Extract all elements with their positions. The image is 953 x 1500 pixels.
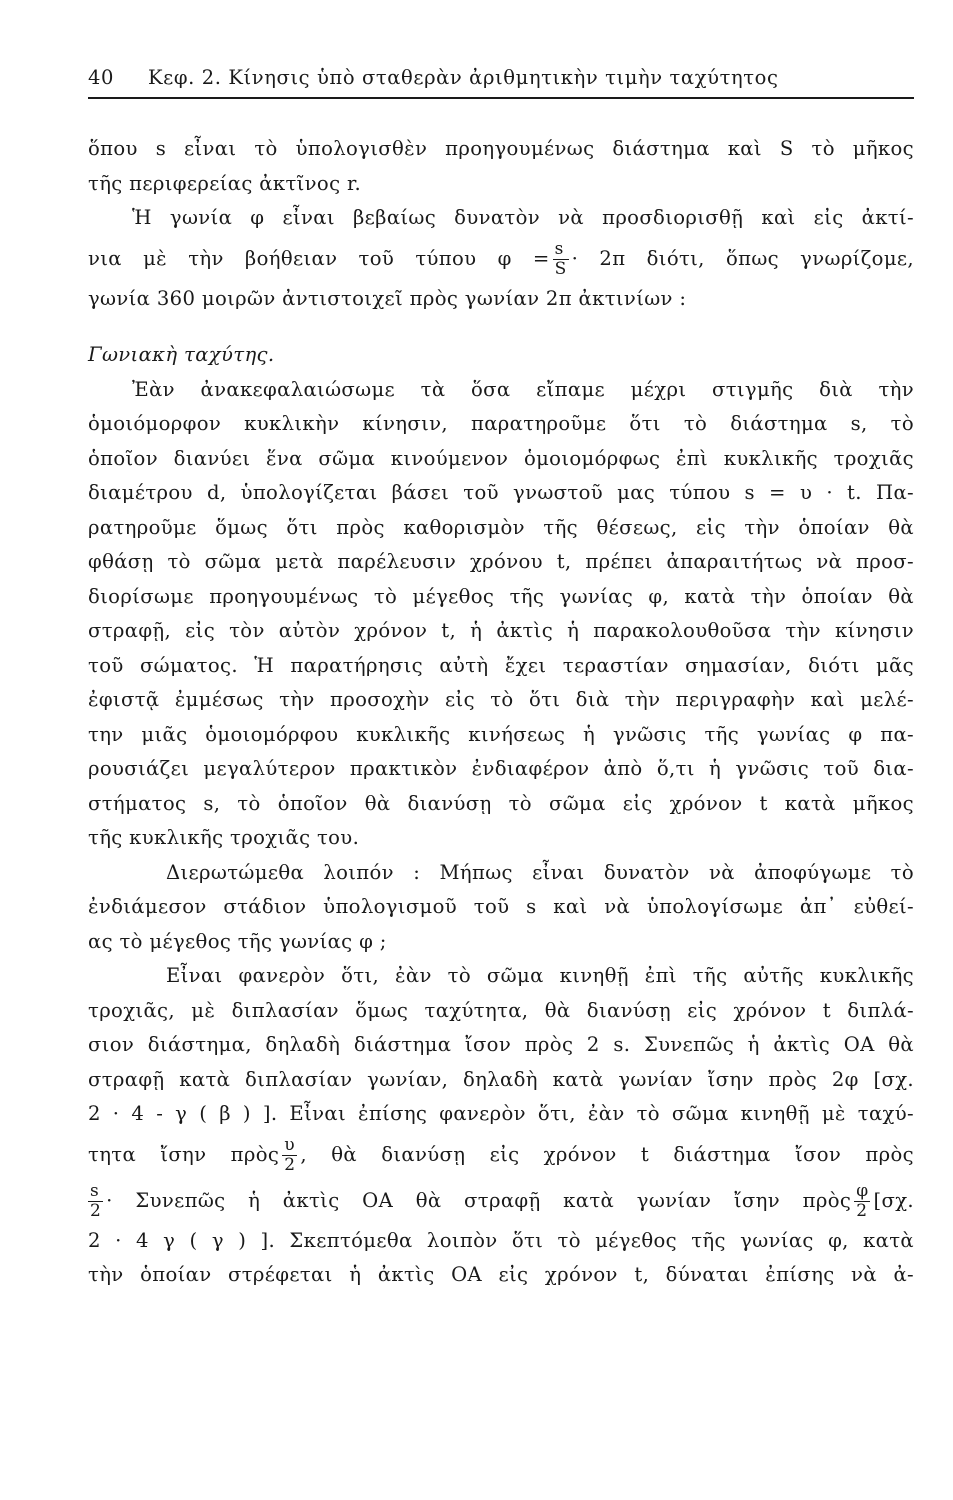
text-line: 2 · 4 γ ( γ ) ]. Σκεπτόμεθα λοιπὸν ὅτι τὸ μέγεθος τῆς γωνίας φ, κατὰ [88, 1228, 914, 1252]
fraction-denominator: 2 [90, 1200, 102, 1221]
text-line: ὁποῖον διανύει ἕνα σῶμα κινούμενον ὁμοιομόρφως ἐπὶ κυκλικῆς τροχιᾶς [88, 446, 914, 470]
text-line: τροχιᾶς, μὲ διπλασίαν ὅμως ταχύτητα, θὰ διανύσῃ εἰς χρόνον t διπλά- [88, 998, 914, 1022]
text-segment: · Συνεπῶς ἡ ἀκτὶς ΟΑ θὰ στραφῇ κατὰ γωνίαν ἴσην πρὸς [106, 1188, 852, 1212]
text-line: σιον διάστημα, δηλαδὴ διάστημα ἴσον πρὸς 2 s. Συνεπῶς ἡ ἀκτὶς ΟΑ θὰ [88, 1033, 915, 1056]
text-line: στήματος s, τὸ ὁποῖον θὰ διανύσῃ τὸ σῶμα εἰς χρόνον t κατὰ μῆκος [88, 791, 914, 815]
text-line: γωνία 360 μοιρῶν ἀντιστοιχεῖ πρὸς γωνίαν 2π ἀκτινίων : [88, 286, 687, 310]
text-line: στραφῇ, εἰς τὸν αὐτὸν χρόνον t, ἡ ἀκτὶς ἡ παρακολουθοῦσα τὴν κίνησιν [88, 619, 914, 642]
fraction-numerator: s [553, 240, 569, 260]
text-line: διορίσωμε προηγουμένως τὸ μέγεθος τῆς γωνίας φ, κατὰ τὴν ὁποίαν θὰ [88, 584, 914, 608]
text-line: τὴν ὁποίαν στρέφεται ἡ ἀκτὶς ΟΑ εἰς χρόνον t, δύναται ἐπίσης νὰ ἀ- [88, 1263, 914, 1286]
fraction-numerator: φ [856, 1180, 869, 1201]
page-number: 40 [88, 66, 115, 89]
text-line: τοῦ σώματος. Ἡ παρατήρησις αὐτὴ ἔχει τεραστίαν σημασίαν, διότι μᾶς [88, 653, 914, 677]
text-line: ἐφιστᾷ ἐμμέσως τὴν προσοχὴν εἰς τὸ ὅτι διὰ τὴν περιγραφὴν καὶ μελέ- [88, 688, 914, 711]
fraction [282, 1136, 297, 1175]
page-body [88, 132, 914, 1293]
text-line: Ἐὰν ἀνακεφαλαιώσωμε τὰ ὅσα εἴπαμε μέχρι στιγμῆς διὰ τὴν [132, 377, 914, 401]
formula-line [88, 1178, 914, 1224]
text-segment: · 2π διότι, ὅπως γνωρίζομε, [571, 246, 914, 270]
text-segment: , θὰ διανύσῃ εἰς χρόνον t διάστημα ἴσον πρὸς [300, 1142, 914, 1166]
text-segment: τητα ἴσην πρὸς [88, 1142, 280, 1166]
fraction-denominator: S [554, 258, 567, 279]
text-segment: νια μὲ τὴν βοήθειαν τοῦ τύπου φ = [88, 246, 550, 270]
text-line: ας τὸ μέγεθος τῆς γωνίας φ ; [88, 929, 387, 953]
fraction-numerator: s [88, 1182, 103, 1202]
fraction [88, 1182, 103, 1221]
text-line: Διερωτώμεθα λοιπόν : Μήπως εἶναι δυνατὸν νὰ ἀποφύγωμε τὸ [166, 860, 914, 884]
text-line: διαμέτρου d, ὑπολογίζεται βάσει τοῦ γνωστοῦ μας τύπου s = υ · t. Πα- [88, 481, 914, 504]
text-line: ρουσιάζει μεγαλύτερον πρακτικὸν ἐνδιαφέρον ἀπὸ ὅ,τι ἡ γνῶσις τοῦ δια- [88, 757, 914, 780]
text-segment: [σχ. [873, 1188, 914, 1212]
text-line: Ἡ γωνία φ εἶναι βεβαίως δυνατὸν νὰ προσδιορισθῇ καὶ εἰς ἀκτί- [132, 206, 914, 229]
section-heading: Γωνιακὴ ταχύτης. [88, 343, 275, 366]
spacer [88, 316, 914, 338]
text-line: στραφῇ κατὰ διπλασίαν γωνίαν, δηλαδὴ κατὰ γωνίαν ἴσην πρὸς 2φ [σχ. [88, 1067, 914, 1091]
fraction [553, 240, 569, 279]
fraction-numerator: υ [282, 1136, 297, 1156]
text-line: 2 · 4 - γ ( β ) ]. Εἶναι ἐπίσης φανερὸν ὅτι, ἐὰν τὸ σῶμα κινηθῇ μὲ ταχύ- [88, 1102, 914, 1125]
running-header [88, 66, 914, 99]
text-line: τῆς περιφερείας ἀκτῖνος r. [88, 171, 362, 195]
text-line: φθάσῃ τὸ σῶμα μετὰ παρέλευσιν χρόνου t, πρέπει ἀπαραιτήτως νὰ προσ- [88, 550, 914, 573]
running-title: Κεφ. 2. Κίνησις ὑπὸ σταθερὰν ἀριθμητικὴν τιμὴν ταχύτητος [148, 66, 779, 89]
text-line: την μιᾶς ὁμοιομόρφου κυκλικῆς κινήσεως ἡ γνῶσις τῆς γωνίας φ πα- [88, 722, 914, 746]
text-line: ὅπου s εἶναι τὸ ὑπολογισθὲν προηγουμένως διάστημα καὶ S τὸ μῆκος [88, 137, 914, 160]
text-line: ρατηροῦμε ὅμως ὅτι πρὸς καθορισμὸν τῆς θέσεως, εἰς τὴν ὁποίαν θὰ [88, 515, 914, 539]
fraction-denominator: 2 [856, 1200, 868, 1221]
text-line: Εἶναι φανερὸν ὅτι, ἐὰν τὸ σῶμα κινηθῇ ἐπὶ τῆς αὐτῆς κυκλικῆς [166, 964, 914, 987]
text-line: ὁμοιόμορφον κυκλικὴν κίνησιν, παρατηροῦμε ὅτι τὸ διάστημα s, τὸ [88, 412, 914, 435]
text-line: τῆς κυκλικῆς τροχιᾶς του. [88, 826, 360, 849]
formula-line [88, 236, 914, 282]
formula-line [88, 1132, 914, 1178]
text-line: ἐνδιάμεσον στάδιον ὑπολογισμοῦ τοῦ s καὶ νὰ ὑπολογίσωμε ἀπ᾽ εὐθεί- [88, 895, 914, 918]
fraction [854, 1182, 870, 1221]
fraction-denominator: 2 [284, 1154, 296, 1175]
